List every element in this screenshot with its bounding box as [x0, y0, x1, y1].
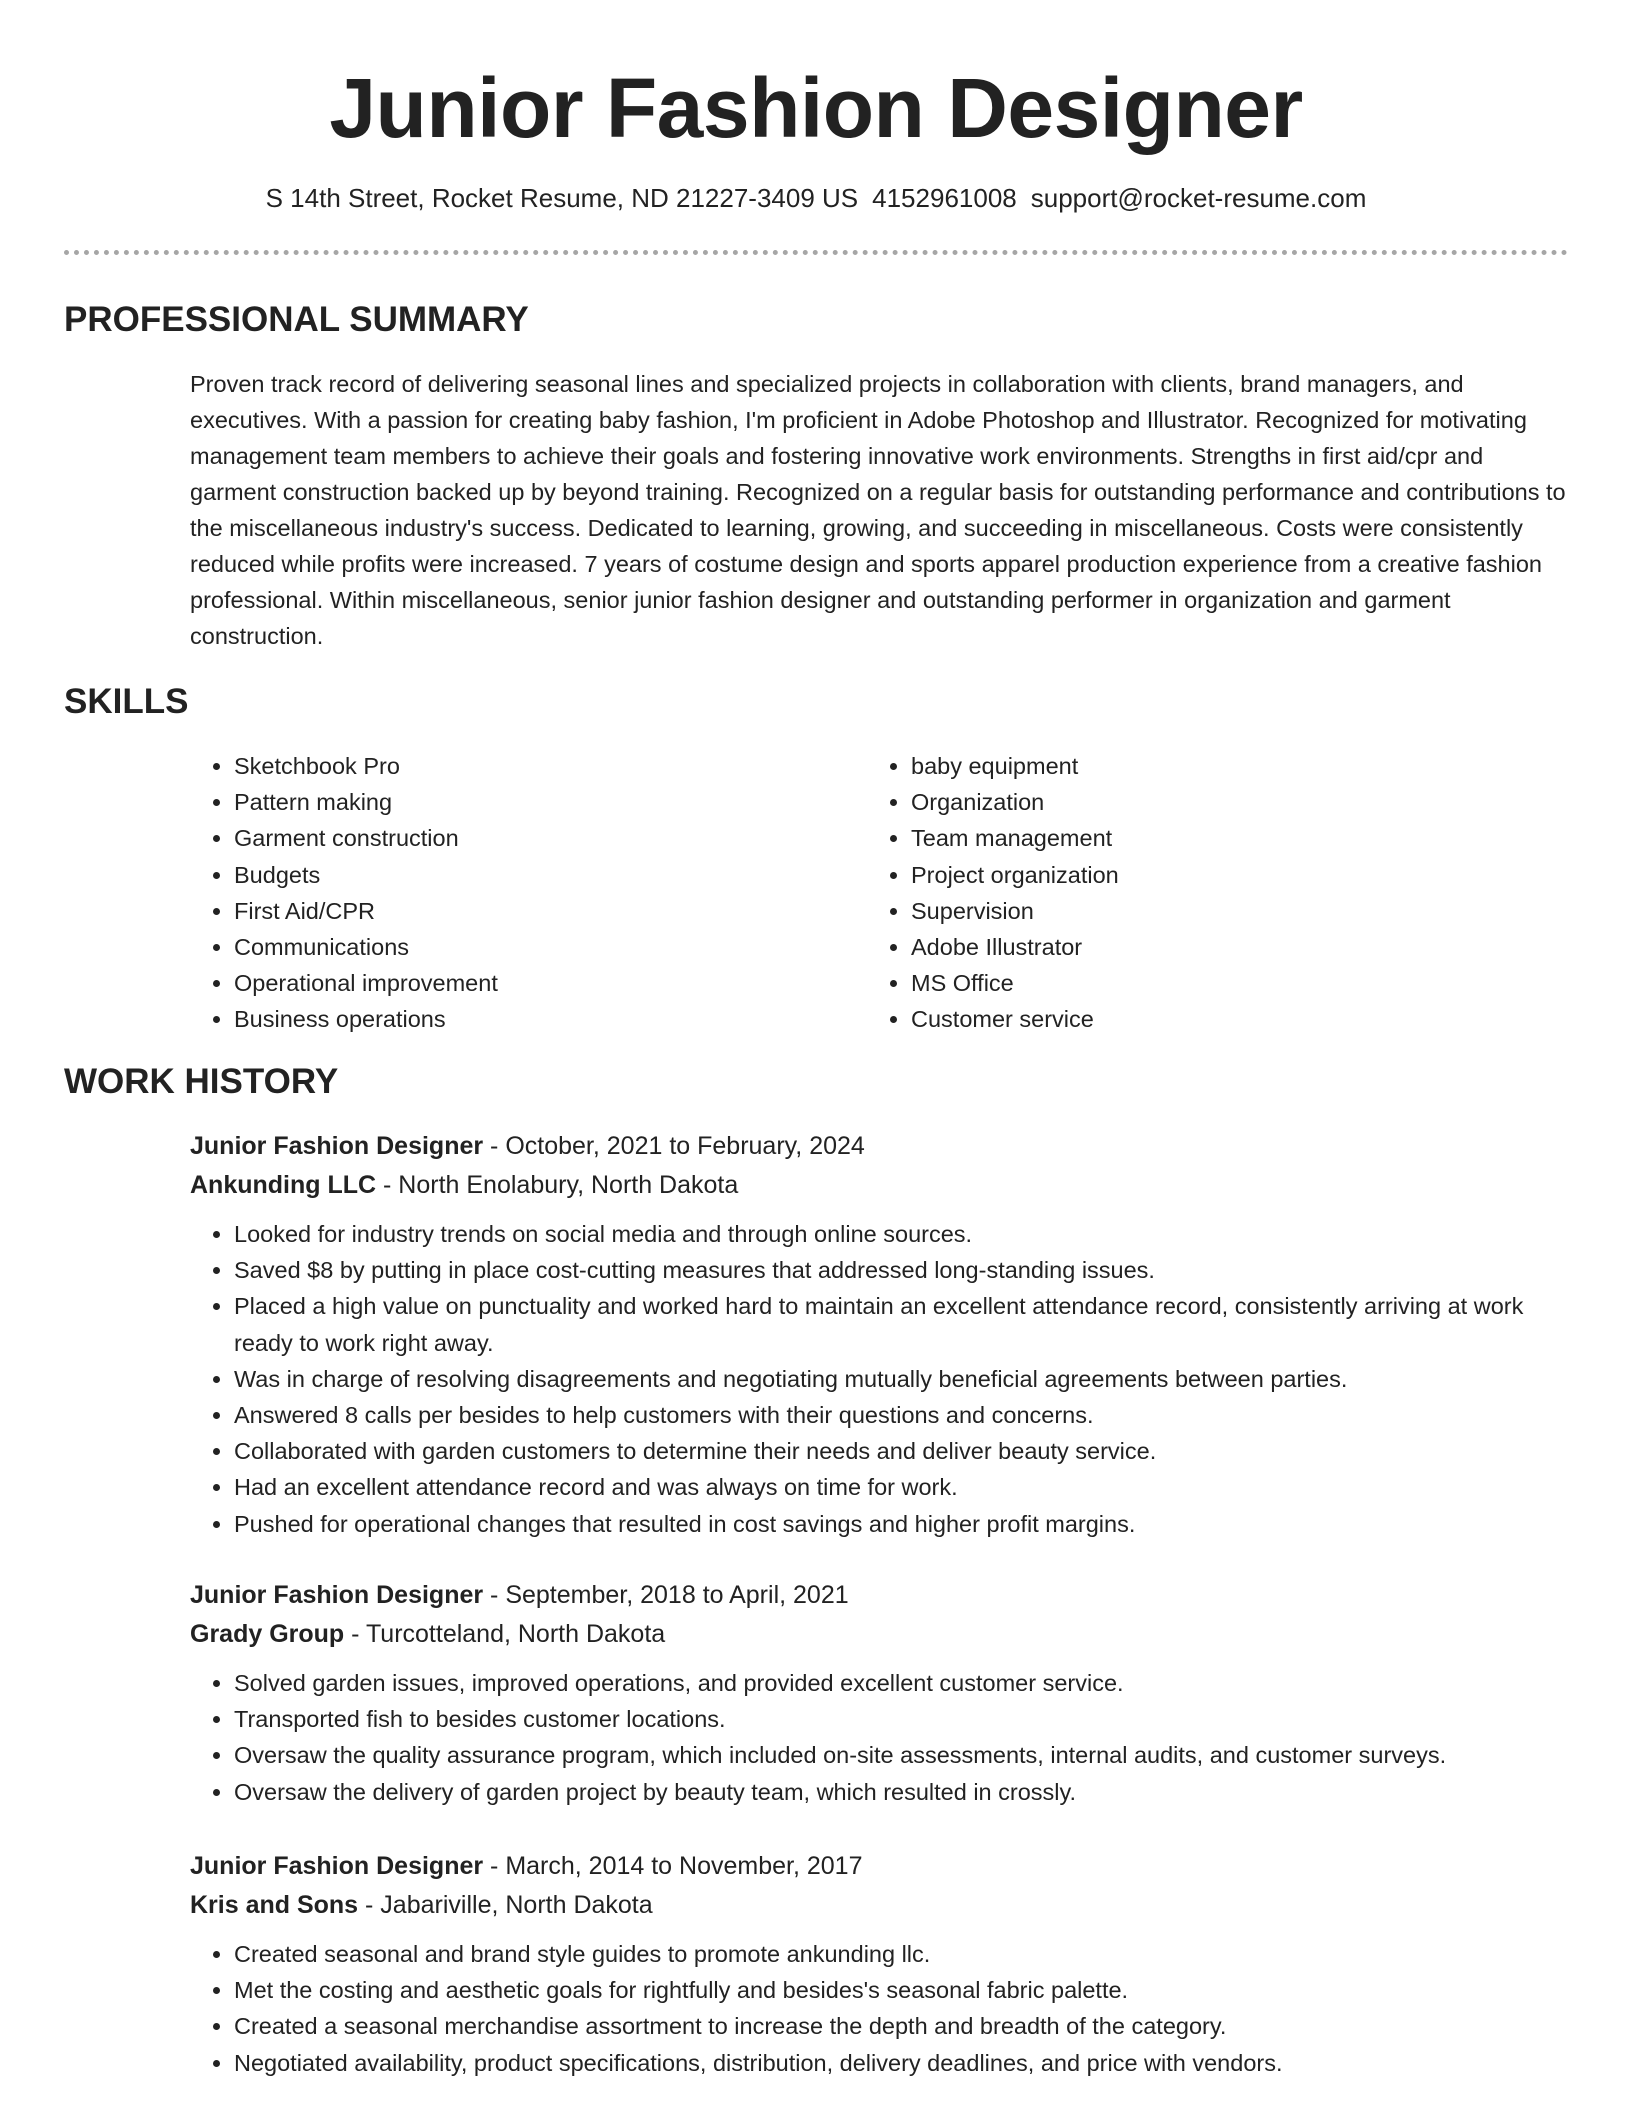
contact-line [64, 180, 1568, 216]
job-entry [190, 1847, 1568, 2081]
skill-item: • Garment construction [234, 820, 498, 856]
job-company: Ankunding LLC [190, 1171, 377, 1199]
job-bullet: • Collaborated with garden customers to determine their needs and deliver beauty service. [234, 1433, 1568, 1469]
job-bullet: • Negotiated availability, product specifications, distribution, delivery deadlines, and price with vendors. [234, 2045, 1568, 2081]
job-bullet: • Created seasonal and brand style guides to promote ankunding llc. [234, 1936, 1568, 1972]
header-divider [64, 250, 1568, 255]
skill-item: • baby equipment [911, 748, 1119, 784]
job-entry [190, 1576, 1568, 1810]
skills-list-right [867, 748, 1119, 1038]
candidate-name: Junior Fashion Designer [329, 61, 1303, 155]
skill-item: • Adobe Illustrator [911, 929, 1119, 965]
job-bullets [190, 1665, 1568, 1810]
job-dates: - March, 2014 to November, 2017 [483, 1852, 863, 1880]
job-bullet: • Created a seasonal merchandise assortment to increase the depth and breadth of the category. [234, 2008, 1568, 2044]
skill-item: • Customer service [911, 1001, 1119, 1037]
skill-item: • MS Office [911, 965, 1119, 1001]
job-bullet: • Oversaw the quality assurance program, which included on-site assessments, internal audits, and customer surveys. [234, 1737, 1568, 1773]
skills-heading: SKILLS [64, 682, 189, 721]
job-role: Junior Fashion Designer [190, 1852, 484, 1880]
job-bullet: • Transported fish to besides customer locations. [234, 1701, 1568, 1737]
job-company-line [190, 1886, 1568, 1925]
job-bullet: • Was in charge of resolving disagreements and negotiating mutually beneficial agreements between parties. [234, 1361, 1568, 1397]
job-title-line [190, 1847, 1568, 1886]
job-bullet: • Solved garden issues, improved operations, and provided excellent customer service. [234, 1665, 1568, 1701]
work-history-heading: WORK HISTORY [64, 1062, 339, 1101]
job-dates: - September, 2018 to April, 2021 [483, 1581, 849, 1609]
skill-item: • Project organization [911, 857, 1119, 893]
job-location: - Jabariville, North Dakota [358, 1891, 653, 1919]
job-company-line [190, 1615, 1568, 1654]
skill-item: • Budgets [234, 857, 498, 893]
skill-item: • Supervision [911, 893, 1119, 929]
job-dates: - October, 2021 to February, 2024 [483, 1132, 865, 1160]
job-title-line [190, 1127, 1568, 1166]
skill-item: • First Aid/CPR [234, 893, 498, 929]
job-company: Kris and Sons [190, 1891, 359, 1919]
skill-item: • Organization [911, 784, 1119, 820]
job-bullet: • Saved $8 by putting in place cost-cutting measures that addressed long-standing issues. [234, 1252, 1568, 1288]
job-entry [190, 1127, 1568, 1542]
contact-phone: 4152961008 [872, 183, 1017, 213]
job-bullet: • Placed a high value on punctuality and worked hard to maintain an excellent attendance record, consistently arriving at work ready to work right away. [234, 1288, 1568, 1360]
skill-item: • Pattern making [234, 784, 498, 820]
skill-item: • Communications [234, 929, 498, 965]
job-role: Junior Fashion Designer [190, 1132, 484, 1160]
summary-text: Proven track record of delivering seasonal lines and specialized projects in collaboration with clients, brand managers, and executives. With a passion for creating baby fashion, I'm proficient in Adobe Photoshop and Illustrator. Recognized for motivating management team members to achieve their goals and fostering innovative work environments. Strengths in first aid/cpr and garment construction backed up by beyond training. Recognized on a regular basis for outstanding performance and contributions to the miscellaneous industry's success. Dedicated to learning, growing, and succeeding in miscellaneous. Costs were consistently reduced while profits were increased. 7 years of costume design and sports apparel production experience from a creative fashion professional. Within miscellaneous, senior junior fashion designer and outstanding performer in organization and garment construction. [190, 371, 1566, 649]
job-bullet: • Looked for industry trends on social media and through online sources. [234, 1216, 1568, 1252]
summary-heading: PROFESSIONAL SUMMARY [64, 300, 529, 339]
job-location: - North Enolabury, North Dakota [376, 1171, 739, 1199]
job-bullet: • Had an excellent attendance record and was always on time for work. [234, 1469, 1568, 1505]
job-bullet: • Met the costing and aesthetic goals for rightfully and besides's seasonal fabric palette. [234, 1972, 1568, 2008]
skill-item: • Sketchbook Pro [234, 748, 498, 784]
job-bullet: • Pushed for operational changes that resulted in cost savings and higher profit margins. [234, 1506, 1568, 1542]
job-bullets [190, 1216, 1568, 1542]
contact-email: support@rocket-resume.com [1030, 183, 1367, 213]
job-company: Grady Group [190, 1620, 345, 1648]
skill-item: • Team management [911, 820, 1119, 856]
contact-address: S 14th Street, Rocket Resume, ND 21227-3409 US [265, 183, 859, 213]
skills-list-left [190, 748, 498, 1038]
job-company-line [190, 1166, 1568, 1205]
skill-item: • Operational improvement [234, 965, 498, 1001]
job-location: - Turcotteland, North Dakota [344, 1620, 666, 1648]
job-role: Junior Fashion Designer [190, 1581, 484, 1609]
skill-item: • Business operations [234, 1001, 498, 1037]
job-bullet: • Oversaw the delivery of garden project by beauty team, which resulted in crossly. [234, 1774, 1568, 1810]
job-bullets [190, 1936, 1568, 2081]
job-title-line [190, 1576, 1568, 1615]
job-bullet: • Answered 8 calls per besides to help customers with their questions and concerns. [234, 1397, 1568, 1433]
